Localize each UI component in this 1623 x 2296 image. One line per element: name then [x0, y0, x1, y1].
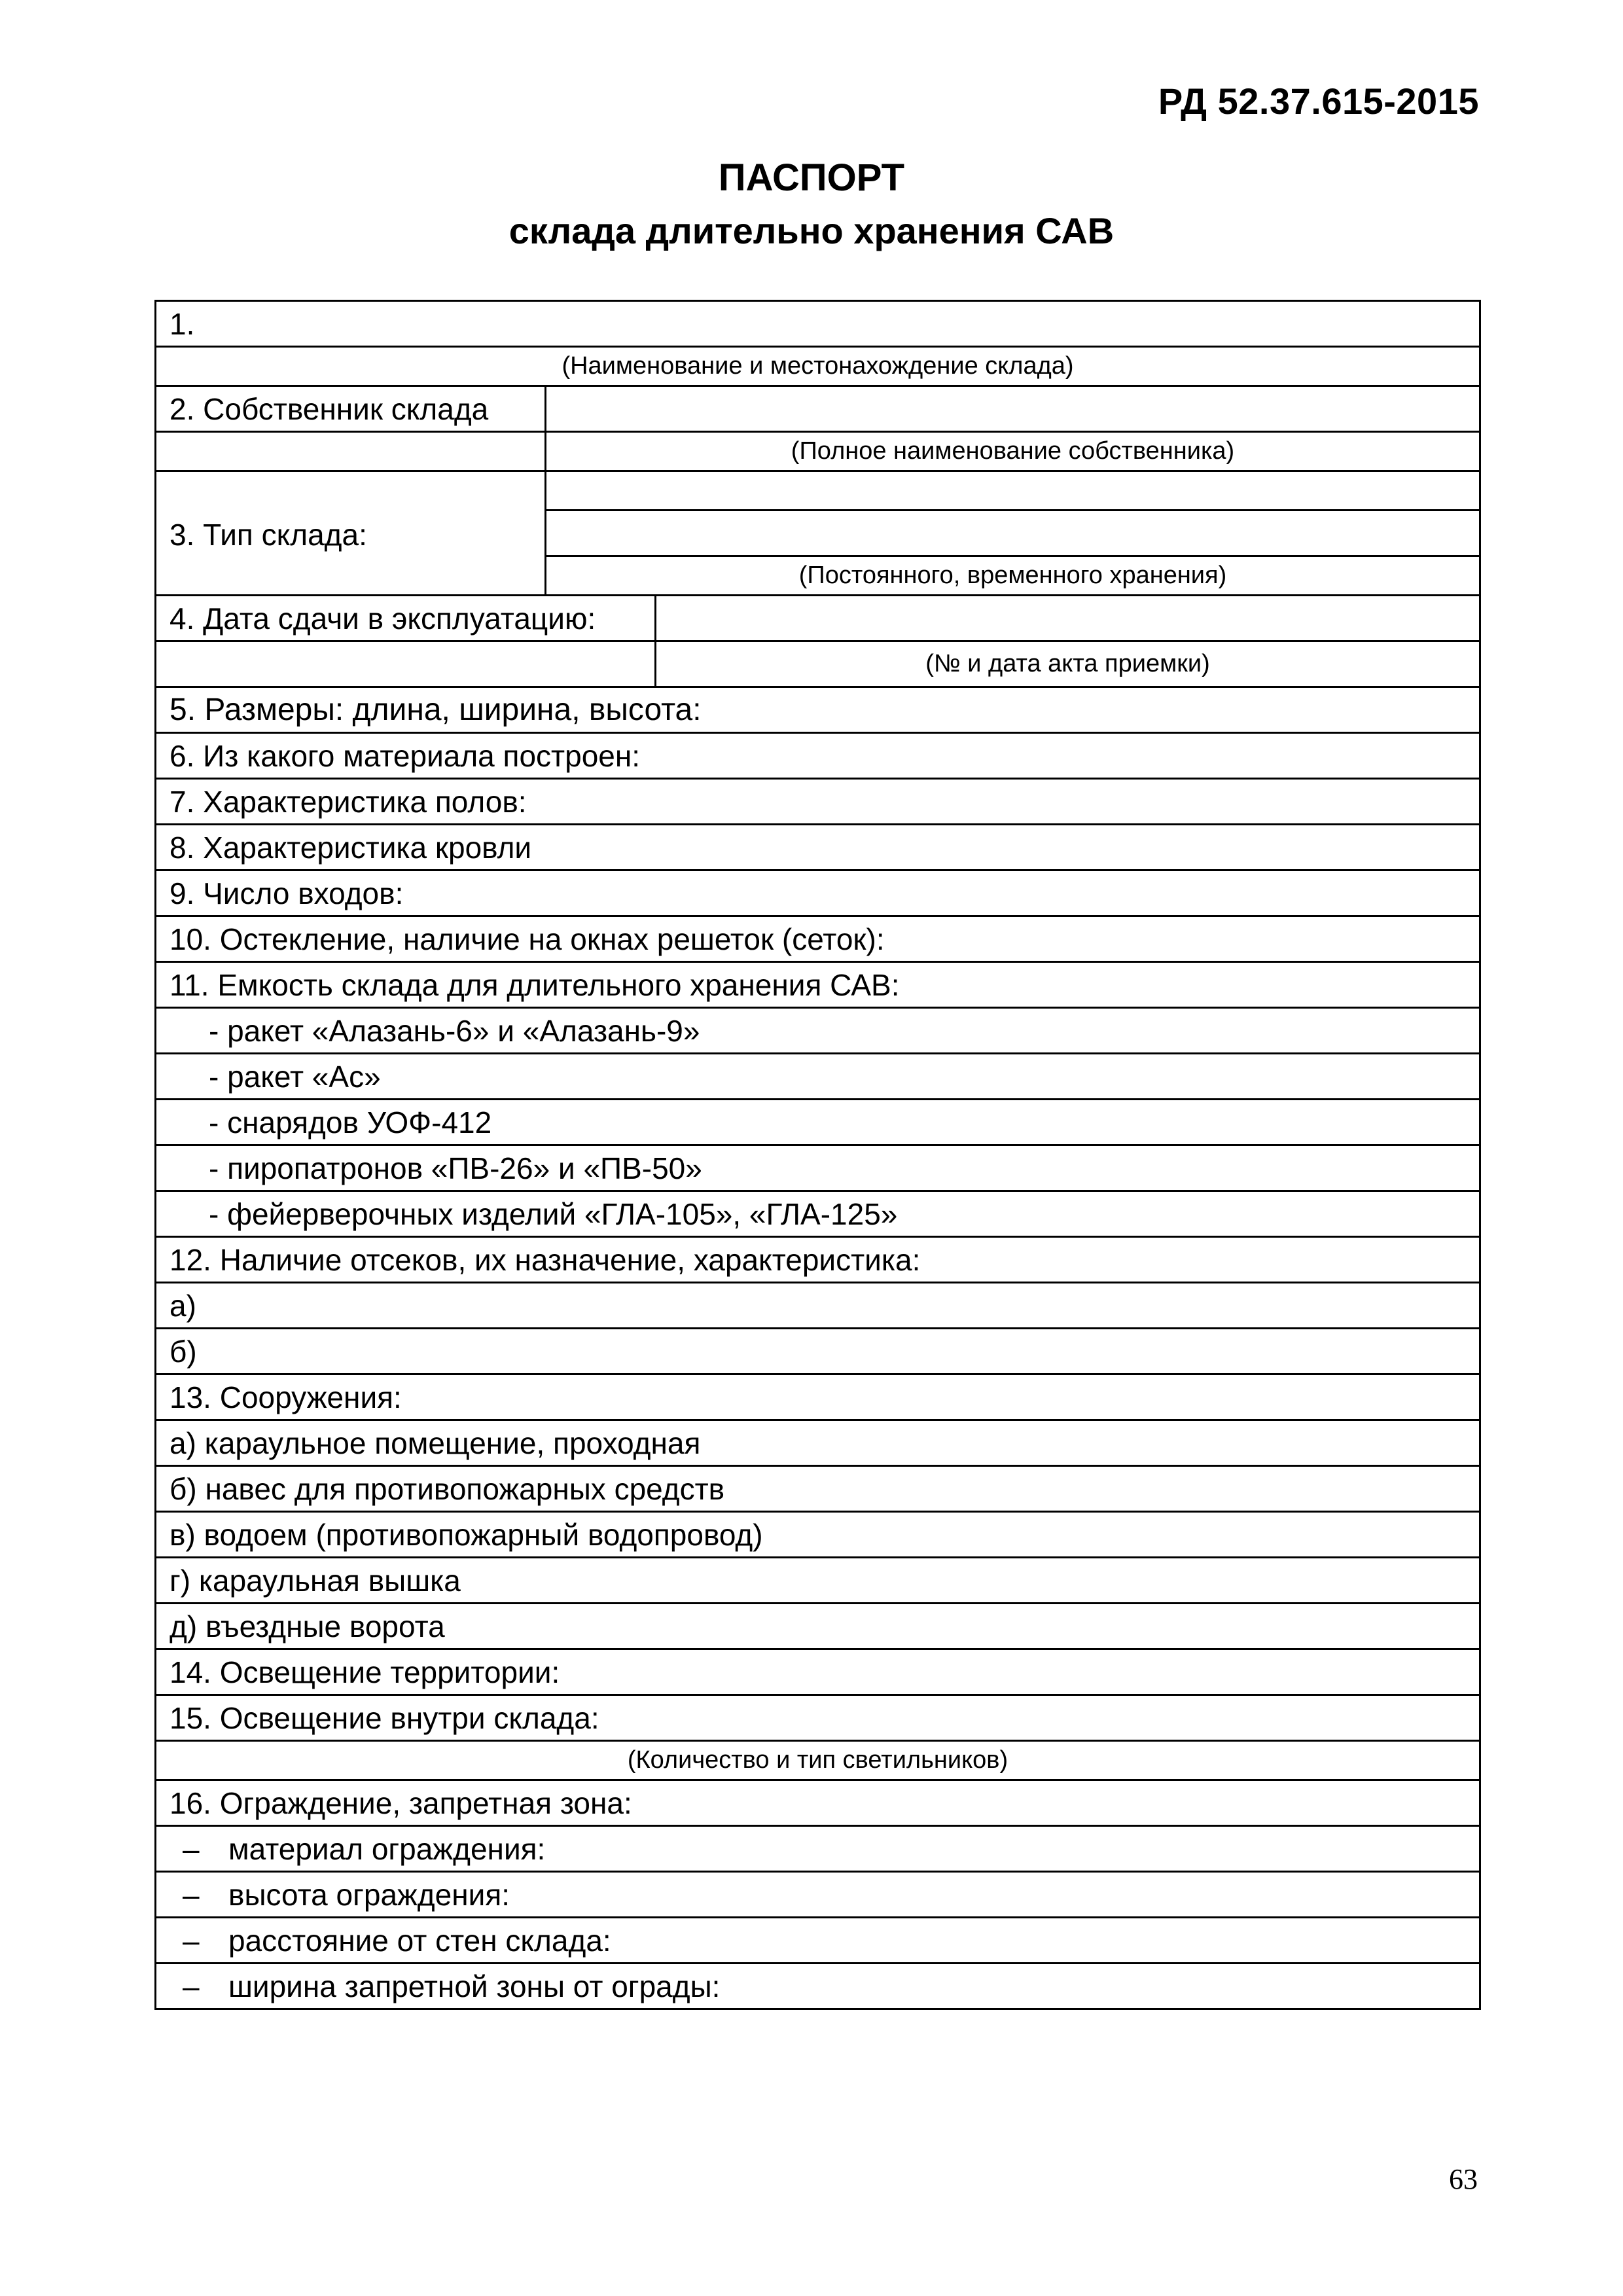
table-row	[156, 687, 1480, 733]
table-row	[156, 1054, 1480, 1100]
label-compartments: 12. Наличие отсеков, их назначение, характеристика:	[156, 1237, 1480, 1283]
dash-marker: –	[183, 1969, 200, 2003]
table-row	[156, 511, 1480, 556]
field-entrances-count[interactable]: 9. Число входов:	[156, 870, 1480, 916]
table-row	[156, 916, 1480, 962]
table-row	[156, 1008, 1480, 1054]
table-row	[156, 1780, 1480, 1826]
table-row	[156, 1283, 1480, 1329]
table-row	[156, 1558, 1480, 1604]
empty-cell	[156, 432, 546, 471]
field-capacity-as[interactable]: - ракет «Ас»	[156, 1054, 1480, 1100]
table-row	[156, 1872, 1480, 1918]
table-row	[156, 1695, 1480, 1741]
table-row	[156, 347, 1480, 386]
table-row	[156, 1649, 1480, 1695]
label-warehouse-type: 3. Тип склада:	[156, 511, 546, 596]
caption-warehouse-type: (Постоянного, временного хранения)	[546, 556, 1480, 596]
field-warehouse-type[interactable]	[546, 511, 1480, 556]
label-storage-capacity: 11. Емкость склада для длительного хранения САВ:	[156, 962, 1480, 1008]
caption-owner: (Полное наименование собственника)	[546, 432, 1480, 471]
table-row	[156, 1329, 1480, 1374]
empty-cell	[156, 471, 546, 511]
field-fence-distance[interactable]	[156, 1918, 1480, 1964]
table-row	[156, 1964, 1480, 2009]
field-glazing[interactable]: 10. Остекление, наличие на окнах решеток (сеток):	[156, 916, 1480, 962]
table-row	[156, 825, 1480, 870]
label-owner: 2. Собственник склада	[156, 386, 546, 432]
field-territory-lighting[interactable]: 14. Освещение территории:	[156, 1649, 1480, 1695]
field-floor-characteristics[interactable]: 7. Характеристика полов:	[156, 779, 1480, 825]
page-number: 63	[1449, 2163, 1478, 2195]
caption-warehouse-name: (Наименование и местонахождение склада)	[156, 347, 1480, 386]
fence-material-label: материал ограждения:	[228, 1831, 546, 1866]
table-row	[156, 1191, 1480, 1237]
table-row	[156, 1512, 1480, 1558]
field-capacity-alazan[interactable]: - ракет «Алазань-6» и «Алазань-9»	[156, 1008, 1480, 1054]
table-row	[156, 641, 1480, 687]
dash-marker: –	[183, 1831, 200, 1866]
field-fire-shed[interactable]: б) навес для противопожарных средств	[156, 1466, 1480, 1512]
table-row	[156, 733, 1480, 779]
caption-commissioning-date: (№ и дата акта приемки)	[656, 641, 1480, 687]
label-fence-zone: 16. Ограждение, запретная зона:	[156, 1780, 1480, 1826]
field-guard-room[interactable]: а) караульное помещение, проходная	[156, 1420, 1480, 1466]
caption-indoor-lighting: (Количество и тип светильников)	[156, 1741, 1480, 1780]
fence-distance-label: расстояние от стен склада:	[228, 1923, 611, 1958]
field-compartment-a[interactable]: а)	[156, 1283, 1480, 1329]
passport-title: ПАСПОРТ	[718, 156, 905, 199]
table-row	[156, 1100, 1480, 1145]
field-owner[interactable]	[546, 386, 1480, 432]
field-dimensions[interactable]: 5. Размеры: длина, ширина, высота:	[156, 687, 1480, 733]
table-row	[156, 1604, 1480, 1649]
field-commissioning-date[interactable]	[656, 596, 1480, 641]
fence-height-label: высота ограждения:	[228, 1877, 510, 1912]
table-row	[156, 386, 1480, 432]
field-restricted-zone-width[interactable]	[156, 1964, 1480, 2009]
restricted-zone-width-label: ширина запретной зоны от ограды:	[228, 1969, 721, 2003]
table-row	[156, 779, 1480, 825]
passport-form-table	[154, 300, 1481, 2010]
label-commissioning-date: 4. Дата сдачи в эксплуатацию:	[156, 596, 656, 641]
empty-cell	[156, 641, 656, 687]
field-roof-characteristics[interactable]: 8. Характеристика кровли	[156, 825, 1480, 870]
table-row	[156, 432, 1480, 471]
document-code: РД 52.37.615-2015	[1158, 81, 1479, 122]
dash-marker: –	[183, 1877, 200, 1912]
table-row	[156, 1420, 1480, 1466]
field-capacity-pv[interactable]: - пиропатронов «ПВ-26» и «ПВ-50»	[156, 1145, 1480, 1191]
table-row	[156, 1741, 1480, 1780]
table-row	[156, 1145, 1480, 1191]
field-compartment-b[interactable]: б)	[156, 1329, 1480, 1374]
table-row	[156, 301, 1480, 347]
field-owner-extra[interactable]	[546, 471, 1480, 511]
table-row	[156, 870, 1480, 916]
field-fence-height[interactable]	[156, 1872, 1480, 1918]
table-row	[156, 1237, 1480, 1283]
label-structures: 13. Сооружения:	[156, 1374, 1480, 1420]
table-row	[156, 1918, 1480, 1964]
table-row	[156, 1374, 1480, 1420]
field-capacity-gla[interactable]: - фейерверочных изделий «ГЛА-105», «ГЛА-125»	[156, 1191, 1480, 1237]
table-row	[156, 596, 1480, 641]
field-guard-tower[interactable]: г) караульная вышка	[156, 1558, 1480, 1604]
table-row	[156, 1826, 1480, 1872]
field-capacity-uof412[interactable]: - снарядов УОФ-412	[156, 1100, 1480, 1145]
field-building-material[interactable]: 6. Из какого материала построен:	[156, 733, 1480, 779]
table-row	[156, 471, 1480, 511]
table-row	[156, 962, 1480, 1008]
passport-subtitle: склада длительно хранения САВ	[508, 210, 1115, 251]
table-row	[156, 1466, 1480, 1512]
field-indoor-lighting[interactable]: 15. Освещение внутри склада:	[156, 1695, 1480, 1741]
field-warehouse-name[interactable]: 1.	[156, 301, 1480, 347]
field-fence-material[interactable]	[156, 1826, 1480, 1872]
field-entry-gate[interactable]: д) въездные ворота	[156, 1604, 1480, 1649]
field-water-reservoir[interactable]: в) водоем (противопожарный водопровод)	[156, 1512, 1480, 1558]
dash-marker: –	[183, 1923, 200, 1958]
